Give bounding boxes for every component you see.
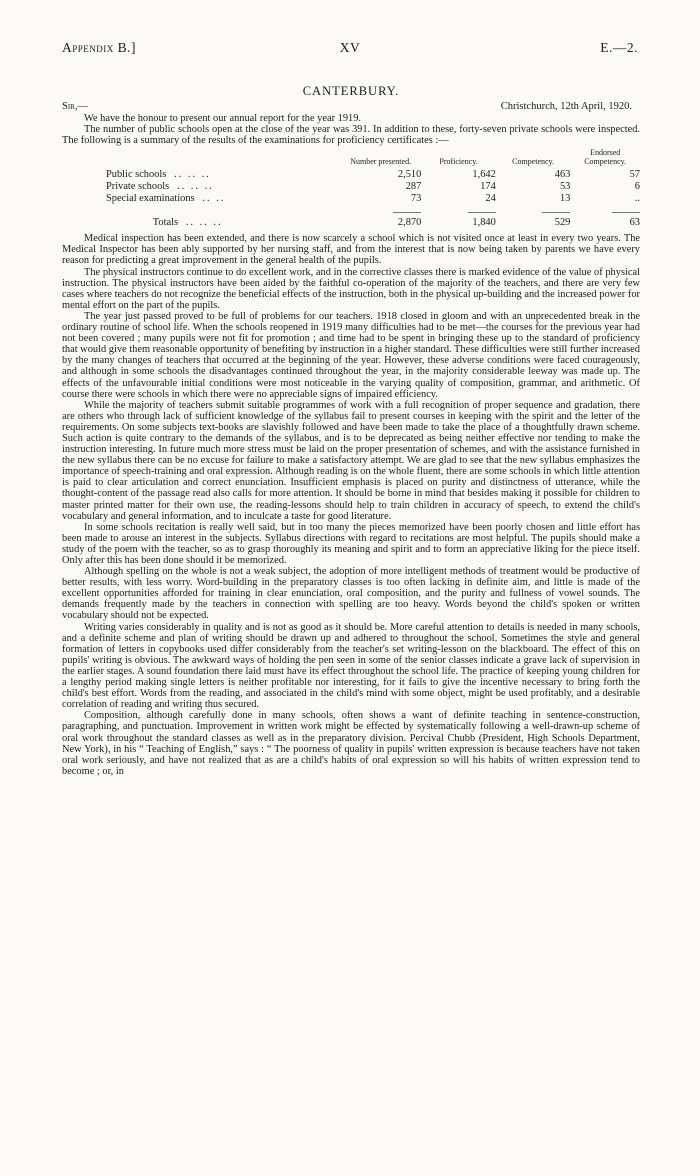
paragraph: While the majority of teachers submit suitable programmes of work with a full recognition of proper sequence and gradation, there are others who through lack of sufficient knowledge of the syllabus fail to present courses in keeping with the spirit and the letter of the requirements. On some subjects text-books are slavishly followed and have been made to take the place of a thoughtfully drawn scheme. Such action is quite contrary to the demands of the syllabus, and is to be deprecated as being neither effective nor tending to make the instruction interesting. In future much more stress must be laid on the proper presentation of schemes, and with the assistance furnished in the new syllabus there can be no excuse for failure to make a satisfactory attempt. We are glad to see that the new syllabus emphasizes the importance of speech-training and oral expression. Although reading is on the whole fluent, there are some schools in which little attention is paid to clear articulation and correct enunciation. Insufficient emphasis is placed on purity and distinctness of utterance, while the thought-content of the passage read also calls for more attention. It should be borne in mind that besides making it possible for children to master printed matter for their own use, the reading-lessons should help to train children in accuracy of speech, to extend the child's vocabulary and general information, and to inculcate a taste for good literature. bbox=[62, 399, 640, 522]
dateline: Christchurch, 12th April, 1920. bbox=[500, 101, 632, 112]
cell-competency: 463 bbox=[554, 169, 571, 181]
dot-leader: .. .. bbox=[202, 193, 226, 205]
paragraph: In some schools recitation is really well said, but in too many the pieces memorized have been poorly chosen and little effort has been made to arouse an interest in the subjects. Syllabus directions with regard to recitations are most helpful. The pupils should make a study of the poem with the teacher, so as to grasp thoroughly its meaning and spirit and to form an appreciative liking for the piece itself. Only after this has been done should it be memorized. bbox=[62, 521, 640, 566]
dot-leader: .. .. .. bbox=[185, 217, 223, 229]
cell-proficiency: 1,840 bbox=[472, 217, 496, 229]
paragraph: The physical instructors continue to do excellent work, and in the corrective classes there is marked evidence of the value of physical instruction. The physical instructors have been aided by the faithful co-operation of the majority of the teachers, and there are very few cases where teachers do not recognize the beneficial effects of the instruction, both in the physical up-building and the increased power for mental effort on the part of the pupils. bbox=[62, 266, 640, 311]
cell-number-presented: 2,510 bbox=[397, 169, 422, 181]
sum-rule bbox=[393, 212, 421, 213]
document-reference: E.—2. bbox=[600, 40, 638, 55]
cell-endorsed-competency: 6 bbox=[634, 181, 640, 193]
cell-proficiency: 24 bbox=[485, 193, 496, 205]
cell-endorsed-competency: .. bbox=[634, 193, 640, 205]
cell-number-presented: 2,870 bbox=[397, 217, 422, 229]
paragraph: Although spelling on the whole is not a weak subject, the adoption of more intelligent methods of treatment would be productive of better results, with less worry. Word-building in the preparatory classes is too often lacking in definite aim, and little is made of the excellent opportunities afforded for training in clear enunciation, oral composition, and the purity and fullness of vowel sounds. The demands frequently made by the teachers in connection with spelling are too heavy. Words beyond the child's spoken or written vocabulary should not be expected. bbox=[62, 566, 640, 622]
column-header-endorsed-competency: Endorsed Competency. bbox=[584, 148, 627, 167]
table-row bbox=[106, 193, 640, 205]
dot-leader: .. .. .. bbox=[177, 181, 214, 193]
results-table-header bbox=[106, 148, 640, 169]
cell-endorsed-competency: 63 bbox=[629, 217, 640, 229]
paragraph: The year just passed proved to be full of problems for our teachers. 1918 closed in gloom and with an unprecedented break in the ordinary routine of school life. When the schools reopened in 1919 many difficulties had to be met—the courses for the previous year had not been covered ; many pupils were not fit for promotion ; and time had to be spent in bringing these up to the standard of proficiency that would give them reasonable opportunity of benefiting by instruction in a higher standard. These difficulties were still further increased by the many changes of teachers that occurred at the beginning of the year. However, these adverse conditions were faced courageously, and although in some schools the disadvantages continued throughout the year, in the majority considerable leeway was made up. The effects of the unfavourable initial conditions were most noticeable in the varying quality of composition, grammar, and arithmetic. Of course there were schools in which there were no appreciable signs of impaired efficiency. bbox=[62, 310, 640, 400]
column-header-number-presented: Number presented. bbox=[350, 157, 412, 167]
cell-competency: 53 bbox=[559, 181, 571, 193]
salutation: Sir,— bbox=[62, 101, 88, 112]
cell-proficiency: 1,642 bbox=[472, 169, 496, 181]
report-body bbox=[62, 84, 640, 777]
row-label: Totals .. .. .. bbox=[152, 217, 223, 229]
column-header-competency: Competency. bbox=[512, 157, 555, 167]
table-total-row bbox=[106, 217, 640, 229]
table-rule-row bbox=[106, 205, 640, 217]
section-title: CANTERBURY. bbox=[302, 84, 400, 98]
paragraph: Composition, although carefully done in many schools, often shows a want of definite teaching in sentence-construction, paragraphing, and punctuation. Improvement in written work might be effected by systematically following a well-drawn-up scheme of oral work throughout the standard classes as well as in the preparatory division. Percival Chubb (President, High Schools Department, New York), in his “ Teaching of English,” says : “ The poorness of quality in pupils' written expression is because teachers have not taken oral work seriously, and have not realized that as are a child's habits of oral expression so will his habits of written expression tend to become ; or, in bbox=[62, 710, 640, 777]
appendix-label: Appendix B.] bbox=[62, 40, 137, 55]
cell-number-presented: 287 bbox=[405, 181, 422, 193]
row-label: Private schools .. .. .. bbox=[106, 181, 214, 193]
sum-rule bbox=[542, 212, 570, 213]
running-head bbox=[62, 40, 638, 56]
salutation-line bbox=[62, 101, 640, 113]
cell-number-presented: 73 bbox=[410, 193, 422, 205]
row-label: Public schools .. .. .. bbox=[106, 169, 211, 181]
cell-competency: 529 bbox=[554, 217, 571, 229]
paragraph: Writing varies considerably in quality and is not as good as it should be. More careful attention to details is needed in many schools, and a definite scheme and plan of writing should be drawn up and adhered to throughout the school. Sometimes the style and general formation of letters in copybooks used differ considerably from the teacher's set writing-lesson on the blackboard. The effect of this on pupils' writing is obvious. The awkward ways of holding the pen seen in some of the senior classes indicate a grave lack of supervision in the earlier stages. A sound foundation there laid must have its effect throughout the school life. The practice of keeping young children for a lengthy period making single letters is neither profitable nor interesting, for it fails to give the incentive necessary to bring forth the child's best effort. Words from the reading, and associated in the child's mind with some object, might be used profitably, and a desirable correlation of reading and writing thus secured. bbox=[62, 621, 640, 711]
paragraph: Medical inspection has been extended, and there is now scarcely a school which is not visited once at least in every two years. The Medical Inspector has been ably supported by her nursing staff, and from the interest that is now being taken by parents we have every reason for predicting a great improvement in the general health of the pupils. bbox=[62, 233, 640, 267]
cell-endorsed-competency: 57 bbox=[629, 169, 640, 181]
paragraph: The number of public schools open at the close of the year was 391. In addition to these, forty-seven private schools were inspected. The following is a summary of the results of the examinations for proficiency certificates :— bbox=[62, 124, 640, 147]
row-label: Special examinations .. .. bbox=[106, 193, 226, 205]
page-number: XV bbox=[339, 40, 361, 55]
paragraph: We have the honour to present our annual report for the year 1919. bbox=[84, 113, 362, 124]
sum-rule bbox=[612, 212, 640, 213]
column-header-proficiency: Proficiency. bbox=[439, 157, 478, 167]
table-row bbox=[106, 169, 640, 181]
cell-proficiency: 174 bbox=[480, 181, 496, 193]
dot-leader: .. .. .. bbox=[174, 169, 211, 181]
cell-competency: 13 bbox=[559, 193, 571, 205]
results-table bbox=[106, 148, 640, 229]
sum-rule bbox=[468, 212, 496, 213]
table-row bbox=[106, 181, 640, 193]
